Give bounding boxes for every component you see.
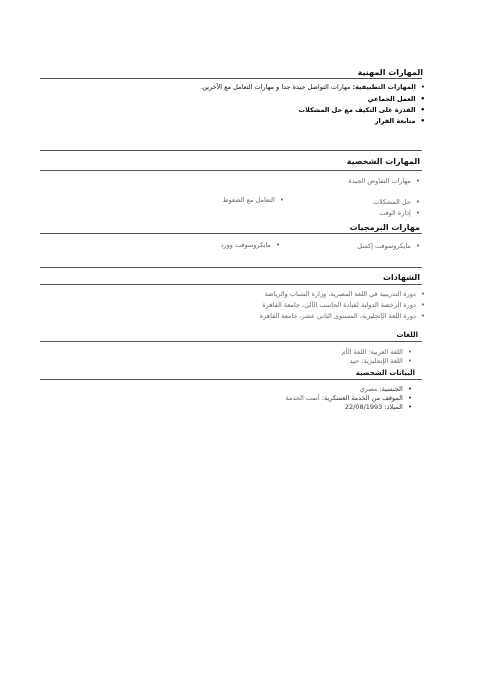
bullet-icon: •: [420, 290, 425, 298]
bullet-icon: •: [407, 385, 412, 393]
bullet-icon: •: [415, 242, 420, 250]
bullet-icon: •: [415, 177, 420, 185]
skill-item: •مايكروسوفت إكسل: [357, 242, 420, 250]
personal-data-heading: البيانات الشخصية: [355, 369, 415, 377]
section-divider: [40, 170, 422, 171]
skill-item: •القدرة على التكيف مع حل المشكلات: [298, 106, 425, 114]
skill-item: •إدارة الوقت: [379, 209, 420, 217]
section-divider: [40, 284, 422, 285]
language-item: •اللغة العربية: اللغة الأم: [341, 348, 412, 356]
skill-item: •مهارات التفاوض الجيدة: [348, 177, 420, 185]
bullet-icon: •: [420, 312, 425, 320]
bullet-icon: •: [407, 357, 412, 365]
personal-data-item: •الميلاد: 22/08/1993: [344, 403, 412, 411]
personal-data-item: •الموقف من الخدمة العسكرية: أتمت الخدمة: [285, 394, 412, 402]
bullet-icon: •: [279, 196, 284, 204]
bullet-icon: •: [407, 348, 412, 356]
section-divider: [40, 379, 422, 380]
skill-item: •المهارات التطبيقية: مهارات التواصل جيدة جدا و مهارات التعامل مع الآخرين.: [200, 83, 425, 91]
professional-skills-heading: المهارات المهنية: [357, 68, 423, 77]
bullet-icon: •: [275, 241, 280, 249]
certificates-heading: الشهادات: [382, 273, 420, 282]
bullet-icon: •: [407, 403, 412, 411]
languages-heading: اللغات: [396, 331, 418, 339]
certificate-item: •دورة اللغة الإنجليزية، المستوى الثاني عشر، جامعة القاهرة: [259, 312, 425, 320]
personal-skills-heading: المهارات الشخصية: [346, 157, 420, 166]
bullet-icon: •: [420, 301, 425, 309]
bullet-icon: •: [420, 83, 425, 91]
certificate-item: •دورة الرخصة الدولية لقيادة الحاسب الآلي، جامعة القاهرة: [262, 301, 425, 309]
programming-skills-heading: مهارات البرمجيات: [349, 223, 420, 232]
section-divider: [40, 233, 422, 234]
skill-item: •حل المشكلات: [372, 198, 420, 206]
bullet-icon: •: [420, 117, 425, 125]
skill-item: •التعامل مع الضغوط: [222, 196, 284, 204]
bullet-icon: •: [420, 95, 425, 103]
section-divider: [40, 341, 422, 342]
personal-data-item: •الجنسية: مصري: [359, 385, 412, 393]
skill-item: •العمل الجماعي: [367, 95, 425, 103]
bullet-icon: •: [420, 106, 425, 114]
section-divider: [40, 267, 422, 268]
certificate-item: •دورة التدريبية في اللغة المصرية، وزارة الشباب والرياضة: [264, 290, 425, 298]
language-item: •اللغة الإنجليزية: جيد: [349, 357, 412, 365]
bullet-icon: •: [407, 394, 412, 402]
skill-item: •متابعة القرار: [374, 117, 425, 125]
section-divider: [40, 150, 422, 151]
skill-item: •مايكروسوفت وورد: [220, 241, 280, 249]
section-divider: [40, 78, 422, 79]
bullet-icon: •: [415, 209, 420, 217]
bullet-icon: •: [415, 198, 420, 206]
